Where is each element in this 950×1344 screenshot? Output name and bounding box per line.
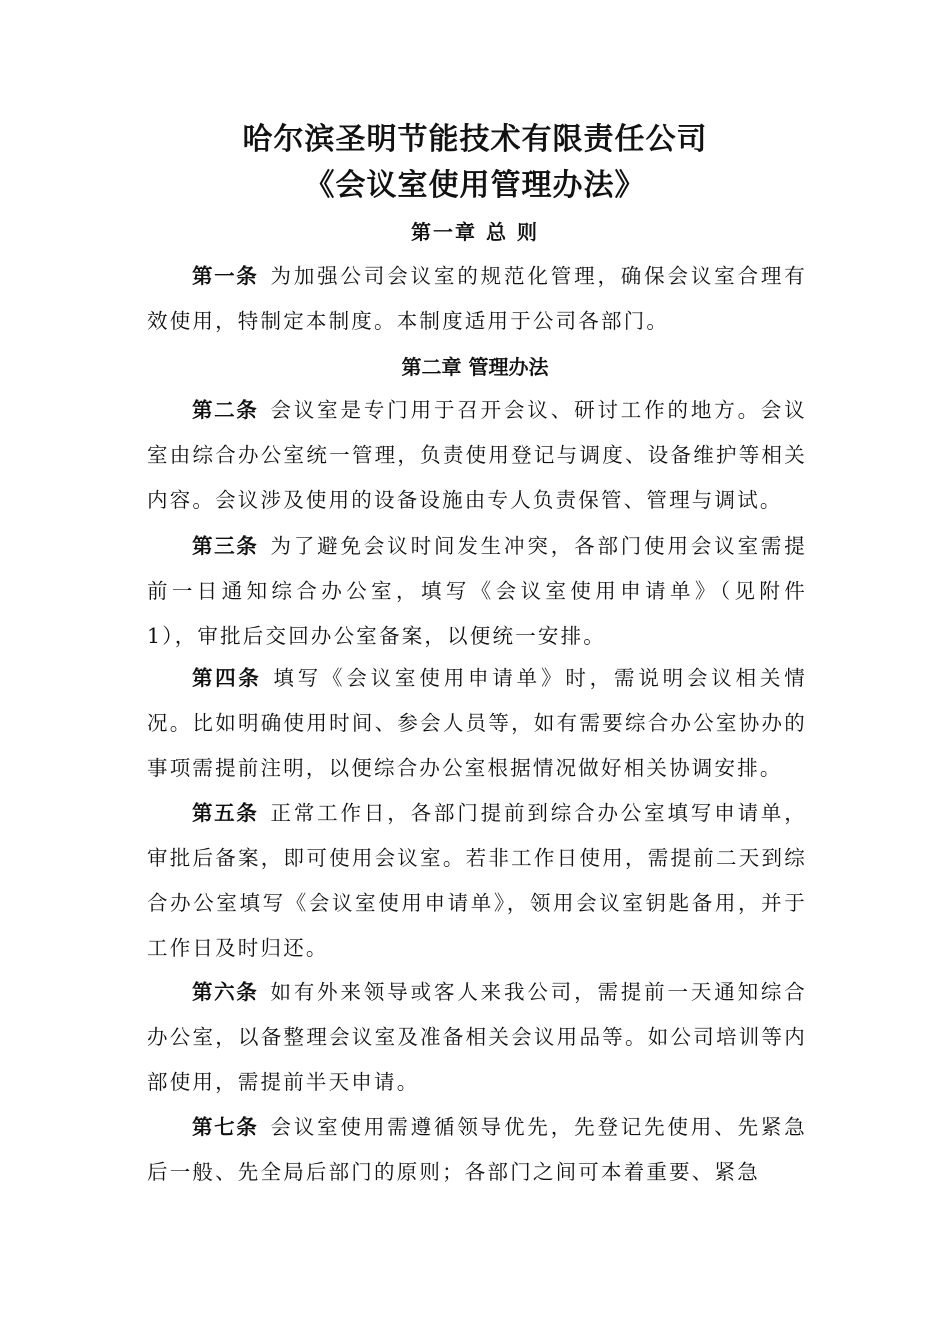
article-label: 第五条: [192, 801, 259, 825]
chapter-heading-2: 第二章 管理办法: [401, 355, 549, 379]
company-title: 哈尔滨圣明节能技术有限责任公司: [242, 122, 708, 157]
article-label: 第二条: [192, 398, 259, 422]
article-label: 第三条: [192, 534, 259, 558]
article-text: 填写《会议室使用申请单》时，需说明会议相关情况。比如明确使用时间、参会人员等，如有需要综合办公室协办的事项需提前注明，以便综合办公室根据情况做好相关协调安排。: [147, 666, 807, 780]
article-7: [147, 1105, 807, 1195]
article-3: [147, 524, 807, 659]
article-2: [147, 388, 807, 523]
chapter-heading-1: 第一章 总 则: [411, 220, 539, 244]
article-text: 正常工作日，各部门提前到综合办公室填写申请单，审批后备案，即可使用会议室。若非工作日使用，需提前二天到综合办公室填写《会议室使用申请单》，领用会议室钥匙备用，并于工作日及时归还。: [147, 801, 807, 960]
article-4: [147, 656, 807, 791]
article-6: [147, 970, 807, 1105]
article-text: 会议室使用需遵循领导优先，先登记先使用、先紧急后一般、先全局后部门的原则；各部门之间可本着重要、紧急: [147, 1115, 807, 1184]
article-label: 第七条: [192, 1115, 259, 1139]
article-text: 为加强公司会议室的规范化管理，确保会议室合理有效使用，特制定本制度。本制度适用于公司各部门。: [147, 264, 807, 333]
article-text: 为了避免会议时间发生冲突，各部门使用会议室需提前一日通知综合办公室，填写《会议室使用申请单》（见附件 1），审批后交回办公室备案，以便统一安排。: [147, 534, 807, 648]
article-text: 如有外来领导或客人来我公司，需提前一天通知综合办公室，以备整理会议室及准备相关会议用品等。如公司培训等内部使用，需提前半天申请。: [147, 980, 807, 1094]
article-5: [147, 791, 807, 971]
article-text: 会议室是专门用于召开会议、研讨工作的地方。会议室由综合办公室统一管理，负责使用登记与调度、设备维护等相关内容。会议涉及使用的设备设施由专人负责保管、管理与调试。: [147, 398, 807, 512]
article-label: 第一条: [192, 264, 259, 288]
document-title: 《会议室使用管理办法》: [304, 168, 646, 203]
article-1: [147, 254, 807, 344]
article-label: 第六条: [192, 980, 259, 1004]
article-label: 第四条: [192, 666, 262, 690]
